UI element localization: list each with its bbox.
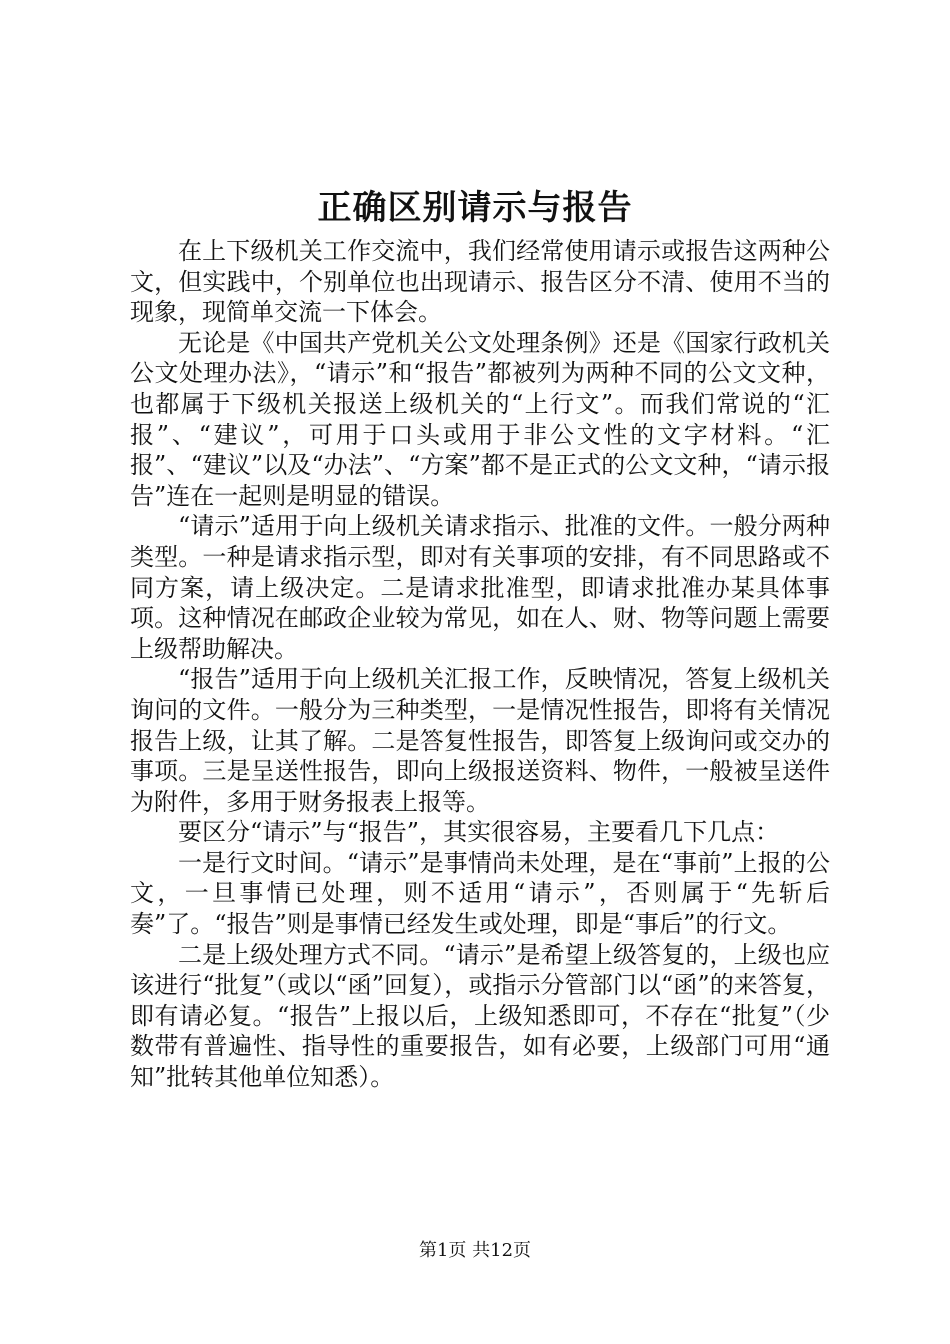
paragraph-point-handling: 二是上级处理方式不同。“请示”是希望上级答复的，上级也应该进行“批复”（或以“函”回复），或指示分管部门以“函”的来答复，即有请必复。“报告”上报以后，上级知悉即可，不存在“批复”（少数带有普遍性、指导性的重要报告，如有必要，上级部门可用“通知”批转其他单位知悉）。 (130, 940, 830, 1092)
page-number-footer: 第1页 共12页 (418, 1240, 532, 1261)
paragraph-intro: 在上下级机关工作交流中，我们经常使用请示或报告这两种公文，但实践中，个别单位也出现请示、报告区分不清、使用不当的现象，现简单交流一下体会。 (130, 237, 830, 327)
document-title: 正确区别请示与报告 (317, 188, 633, 228)
paragraph-request-definition: “请示”适用于向上级机关请求指示、批准的文件。一般分两种类型。一种是请求指示型，即对有关事项的安排，有不同思路或不同方案，请上级决定。二是请求批准型，即请求批准办某具体事项。这种情况在邮政企业较为常见，如在人、财、物等问题上需要上级帮助解决。 (130, 512, 830, 663)
paragraph-report-definition: “报告”适用于向上级机关汇报工作，反映情况，答复上级机关询问的文件。一般分为三种类型，一是情况性报告，即将有关情况报告上级，让其了解。二是答复性报告，即答复上级询问或交办的事项。三是呈送性报告，即向上级报送资料、物件，一般被呈送件为附件，多用于财务报表上报等。 (130, 665, 830, 816)
paragraph-point-timing: 一是行文时间。“请示”是事情尚未处理，是在“事前”上报的公文，一旦事情已处理，则不适用“请示”，否则属于“先斩后奏”了。“报告”则是事情已经发生或处理，即是“事后”的行文。 (130, 848, 830, 939)
paragraph-distinction-intro: 要区分“请示”与“报告”，其实很容易，主要看几下几点： (178, 818, 780, 847)
document-body (130, 236, 830, 1093)
paragraph-regulations: 无论是《中国共产党机关公文处理条例》还是《国家行政机关公文处理办法》，“请示”和“报告”都被列为两种不同的公文文种，也都属于下级机关报送上级机关的“上行文”。而我们常说的“汇报”、“建议”，可用于口头或用于非公文性的文字材料。“汇报”、“建议”以及“办法”、“方案”都不是正式的公文文种，“请示报告”连在一起则是明显的错误。 (130, 328, 830, 510)
